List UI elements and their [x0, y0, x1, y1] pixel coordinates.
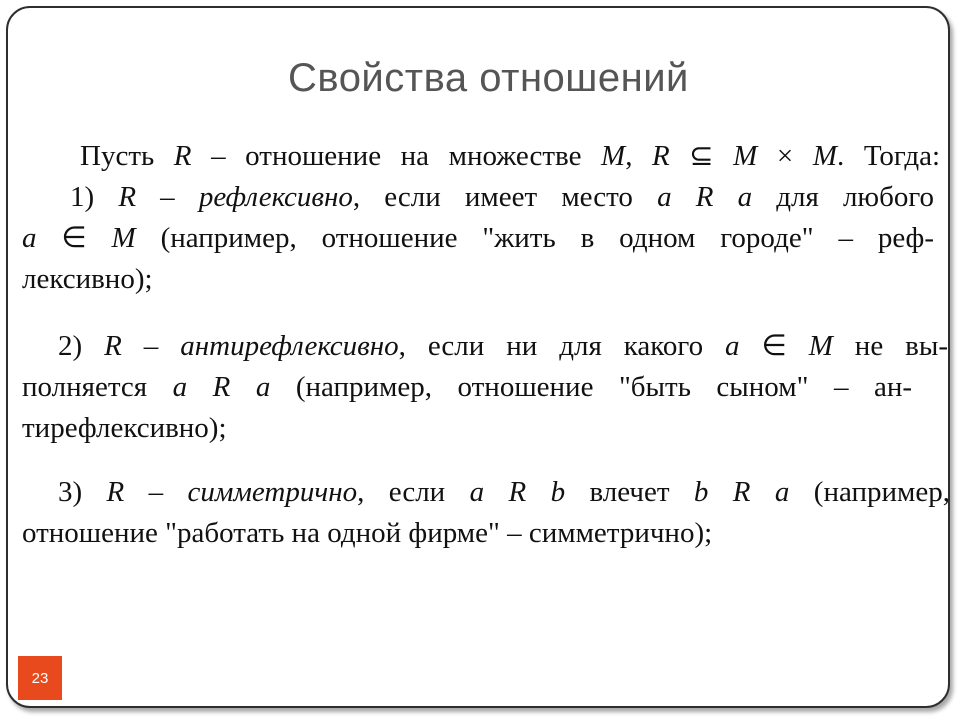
text-line: отношение "работать на одной фирме" – симметрично);	[22, 517, 713, 549]
text-line: тирефлексивно);	[22, 412, 227, 444]
term-reflexive: рефлексивно	[198, 181, 353, 213]
text-line: Пусть R – отношение на множестве M, R ⊆ M × M. Тогда:	[80, 140, 941, 172]
term-symmetric: симметрично	[187, 476, 358, 508]
text-line: a ∈ M (например, отношение "жить в одном городе" – реф-	[22, 222, 934, 254]
text-line: лексивно);	[22, 263, 153, 295]
slide-number-badge: 23	[18, 656, 62, 700]
text-line: 3) R – симметрично, если a R b влечет b R a (например,	[58, 476, 950, 508]
text-line: 2) R – антирефлексивно, если ни для какого a ∈ M не вы-	[58, 330, 948, 362]
definition-block-symmetric	[22, 472, 950, 554]
text-line: 1) R – рефлексивно, если имеет место a R a для любого	[70, 181, 935, 213]
definition-block-reflexive	[22, 136, 941, 300]
text-line: полняется a R a (например, отношение "быть сыном" – ан-	[22, 371, 913, 403]
slide-title: Свойства отношений	[288, 56, 689, 100]
term-antireflexive: антирефлексивно	[180, 330, 399, 362]
definition-block-antireflexive	[22, 326, 948, 449]
